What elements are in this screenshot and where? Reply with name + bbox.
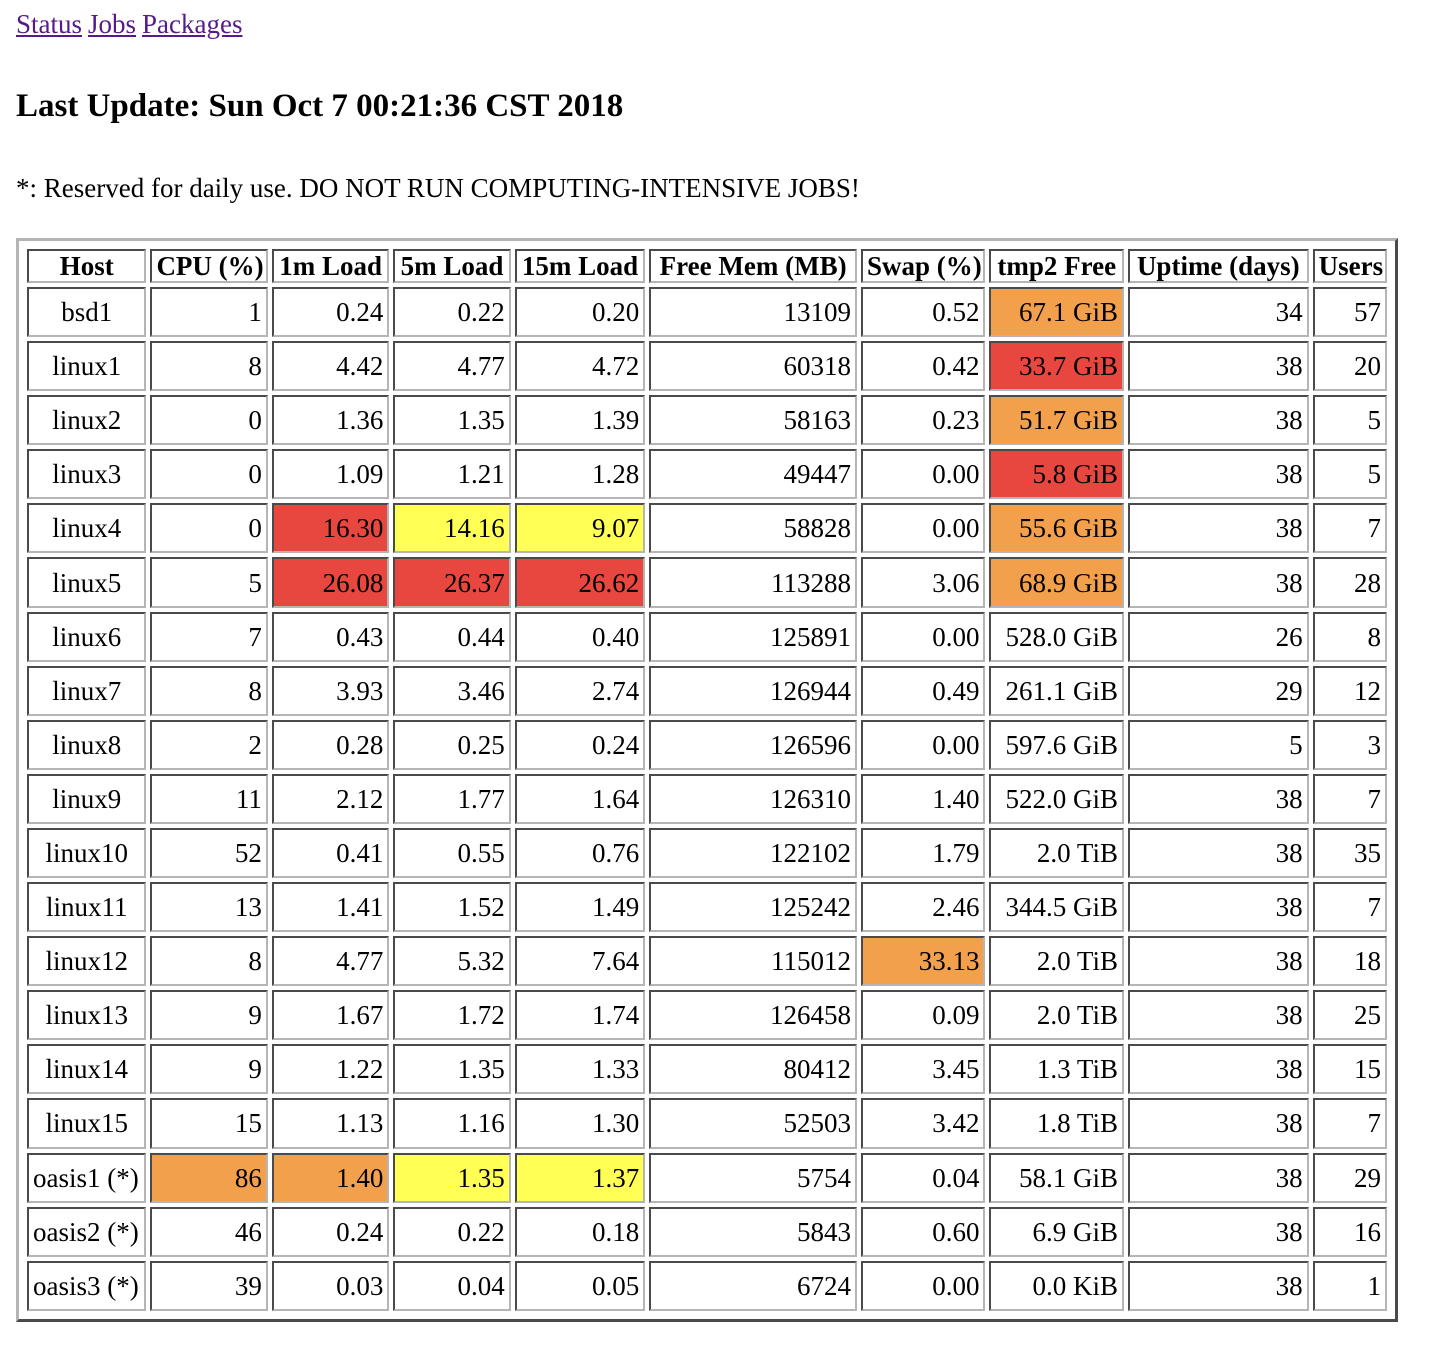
cell-cpu: 9 <box>150 990 267 1040</box>
cell-free-mem: 113288 <box>649 557 857 607</box>
cell-host: linux14 <box>27 1044 146 1094</box>
cell-load-15m: 7.64 <box>515 936 645 986</box>
cell-uptime: 38 <box>1128 774 1309 824</box>
cell-users: 3 <box>1313 720 1387 770</box>
status-table-frame <box>16 238 1398 1322</box>
cell-uptime: 38 <box>1128 503 1309 553</box>
reserved-note: *: Reserved for daily use. DO NOT RUN COMPUTING-INTENSIVE JOBS! <box>16 173 860 203</box>
host-status-table <box>23 245 1391 1315</box>
cell-uptime: 5 <box>1128 720 1309 770</box>
table-row <box>27 449 1387 499</box>
table-row <box>27 287 1387 337</box>
nav-link-jobs[interactable]: Jobs <box>88 9 137 39</box>
cell-load-15m: 1.49 <box>515 882 645 932</box>
cell-users: 5 <box>1313 449 1387 499</box>
cell-users: 57 <box>1313 287 1387 337</box>
cell-host: linux12 <box>27 936 146 986</box>
cell-cpu: 39 <box>150 1261 267 1311</box>
cell-free-mem: 52503 <box>649 1098 857 1148</box>
column-header-users: Users <box>1313 249 1387 283</box>
cell-users: 7 <box>1313 774 1387 824</box>
cell-host: linux9 <box>27 774 146 824</box>
cell-load-1m: 1.41 <box>272 882 389 932</box>
table-row <box>27 666 1387 716</box>
cell-cpu: 9 <box>150 1044 267 1094</box>
cell-load-15m: 0.18 <box>515 1207 645 1257</box>
cell-cpu: 8 <box>150 666 267 716</box>
cell-host: linux11 <box>27 882 146 932</box>
cell-load-5m: 1.16 <box>393 1098 510 1148</box>
cell-uptime: 29 <box>1128 666 1309 716</box>
table-row <box>27 1153 1387 1203</box>
cell-load-15m: 1.39 <box>515 395 645 445</box>
cell-users: 16 <box>1313 1207 1387 1257</box>
cell-load-5m: 0.22 <box>393 287 510 337</box>
cell-load-15m: 1.64 <box>515 774 645 824</box>
cell-load-5m: 26.37 <box>393 557 510 607</box>
cell-tmp2-free: 1.3 TiB <box>989 1044 1124 1094</box>
cell-free-mem: 60318 <box>649 341 857 391</box>
cell-load-5m: 1.52 <box>393 882 510 932</box>
cell-load-15m: 1.33 <box>515 1044 645 1094</box>
cell-free-mem: 126944 <box>649 666 857 716</box>
cell-load-15m: 0.24 <box>515 720 645 770</box>
cell-users: 28 <box>1313 557 1387 607</box>
cell-cpu: 11 <box>150 774 267 824</box>
cell-load-1m: 1.36 <box>272 395 389 445</box>
cell-users: 20 <box>1313 341 1387 391</box>
cell-swap: 33.13 <box>861 936 985 986</box>
cell-free-mem: 58163 <box>649 395 857 445</box>
cell-free-mem: 122102 <box>649 828 857 878</box>
cell-tmp2-free: 67.1 GiB <box>989 287 1124 337</box>
nav-link-packages[interactable]: Packages <box>142 9 243 39</box>
cell-load-15m: 1.30 <box>515 1098 645 1148</box>
cell-cpu: 15 <box>150 1098 267 1148</box>
cell-swap: 2.46 <box>861 882 985 932</box>
cell-load-15m: 0.76 <box>515 828 645 878</box>
cell-load-5m: 0.25 <box>393 720 510 770</box>
cell-host: linux5 <box>27 557 146 607</box>
cell-host: linux2 <box>27 395 146 445</box>
cell-load-5m: 1.35 <box>393 395 510 445</box>
table-row <box>27 936 1387 986</box>
table-row <box>27 720 1387 770</box>
cell-swap: 0.23 <box>861 395 985 445</box>
cell-swap: 3.45 <box>861 1044 985 1094</box>
cell-load-15m: 9.07 <box>515 503 645 553</box>
table-row <box>27 828 1387 878</box>
cell-load-5m: 0.55 <box>393 828 510 878</box>
cell-cpu: 46 <box>150 1207 267 1257</box>
cell-swap: 0.04 <box>861 1153 985 1203</box>
table-row <box>27 774 1387 824</box>
cell-swap: 0.42 <box>861 341 985 391</box>
cell-cpu: 0 <box>150 503 267 553</box>
last-update-heading: Last Update: Sun Oct 7 00:21:36 CST 2018 <box>16 88 624 124</box>
cell-host: bsd1 <box>27 287 146 337</box>
column-header-tmp2-free: tmp2 Free <box>989 249 1124 283</box>
cell-load-1m: 1.13 <box>272 1098 389 1148</box>
column-header-host: Host <box>27 249 146 283</box>
table-row <box>27 395 1387 445</box>
cell-tmp2-free: 1.8 TiB <box>989 1098 1124 1148</box>
cell-cpu: 8 <box>150 936 267 986</box>
cell-load-1m: 0.43 <box>272 612 389 662</box>
table-row <box>27 1261 1387 1311</box>
cell-host: linux15 <box>27 1098 146 1148</box>
cell-cpu: 8 <box>150 341 267 391</box>
cell-users: 12 <box>1313 666 1387 716</box>
cell-free-mem: 58828 <box>649 503 857 553</box>
cell-host: linux4 <box>27 503 146 553</box>
cell-host: oasis2 (*) <box>27 1207 146 1257</box>
column-header-swap: Swap (%) <box>861 249 985 283</box>
table-header-row <box>27 249 1387 283</box>
cell-host: linux1 <box>27 341 146 391</box>
table-row <box>27 1044 1387 1094</box>
cell-load-15m: 2.74 <box>515 666 645 716</box>
cell-load-1m: 1.67 <box>272 990 389 1040</box>
table-row <box>27 1098 1387 1148</box>
cell-tmp2-free: 6.9 GiB <box>989 1207 1124 1257</box>
cell-load-5m: 3.46 <box>393 666 510 716</box>
cell-load-15m: 1.28 <box>515 449 645 499</box>
cell-cpu: 0 <box>150 449 267 499</box>
cell-load-5m: 1.72 <box>393 990 510 1040</box>
cell-load-5m: 1.21 <box>393 449 510 499</box>
cell-uptime: 38 <box>1128 882 1309 932</box>
cell-uptime: 38 <box>1128 936 1309 986</box>
cell-swap: 0.00 <box>861 449 985 499</box>
cell-uptime: 26 <box>1128 612 1309 662</box>
cell-uptime: 38 <box>1128 1044 1309 1094</box>
cell-host: oasis1 (*) <box>27 1153 146 1203</box>
cell-load-1m: 0.24 <box>272 287 389 337</box>
cell-load-1m: 0.41 <box>272 828 389 878</box>
cell-uptime: 38 <box>1128 395 1309 445</box>
cell-tmp2-free: 2.0 TiB <box>989 828 1124 878</box>
cell-free-mem: 5843 <box>649 1207 857 1257</box>
cell-host: linux7 <box>27 666 146 716</box>
cell-tmp2-free: 58.1 GiB <box>989 1153 1124 1203</box>
cell-uptime: 38 <box>1128 341 1309 391</box>
cell-uptime: 38 <box>1128 557 1309 607</box>
cell-uptime: 34 <box>1128 287 1309 337</box>
cell-load-15m: 1.74 <box>515 990 645 1040</box>
cell-load-5m: 5.32 <box>393 936 510 986</box>
cell-cpu: 13 <box>150 882 267 932</box>
cell-load-1m: 0.03 <box>272 1261 389 1311</box>
cell-load-5m: 1.77 <box>393 774 510 824</box>
cell-tmp2-free: 522.0 GiB <box>989 774 1124 824</box>
cell-uptime: 38 <box>1128 990 1309 1040</box>
cell-tmp2-free: 261.1 GiB <box>989 666 1124 716</box>
cell-load-1m: 16.30 <box>272 503 389 553</box>
cell-load-5m: 0.22 <box>393 1207 510 1257</box>
table-row <box>27 503 1387 553</box>
table-row <box>27 990 1387 1040</box>
cell-tmp2-free: 33.7 GiB <box>989 341 1124 391</box>
cell-cpu: 0 <box>150 395 267 445</box>
cell-load-5m: 0.04 <box>393 1261 510 1311</box>
cell-load-1m: 1.22 <box>272 1044 389 1094</box>
column-header-load-5m: 5m Load <box>393 249 510 283</box>
column-header-load-15m: 15m Load <box>515 249 645 283</box>
cell-users: 7 <box>1313 1098 1387 1148</box>
cell-load-5m: 4.77 <box>393 341 510 391</box>
cell-tmp2-free: 0.0 KiB <box>989 1261 1124 1311</box>
cell-load-5m: 0.44 <box>393 612 510 662</box>
cell-load-1m: 4.77 <box>272 936 389 986</box>
cell-uptime: 38 <box>1128 1261 1309 1311</box>
cell-swap: 0.49 <box>861 666 985 716</box>
cell-tmp2-free: 5.8 GiB <box>989 449 1124 499</box>
cell-host: linux10 <box>27 828 146 878</box>
cell-free-mem: 49447 <box>649 449 857 499</box>
cell-swap: 0.00 <box>861 1261 985 1311</box>
cell-uptime: 38 <box>1128 1098 1309 1148</box>
cell-uptime: 38 <box>1128 1207 1309 1257</box>
cell-swap: 0.00 <box>861 503 985 553</box>
cell-free-mem: 125891 <box>649 612 857 662</box>
cell-free-mem: 5754 <box>649 1153 857 1203</box>
cell-load-1m: 4.42 <box>272 341 389 391</box>
cell-tmp2-free: 51.7 GiB <box>989 395 1124 445</box>
table-row <box>27 612 1387 662</box>
cell-swap: 3.42 <box>861 1098 985 1148</box>
cell-load-5m: 14.16 <box>393 503 510 553</box>
cell-users: 35 <box>1313 828 1387 878</box>
cell-users: 8 <box>1313 612 1387 662</box>
cell-load-1m: 1.40 <box>272 1153 389 1203</box>
cell-users: 7 <box>1313 503 1387 553</box>
table-row <box>27 882 1387 932</box>
cell-cpu: 52 <box>150 828 267 878</box>
cell-swap: 1.40 <box>861 774 985 824</box>
cell-free-mem: 126458 <box>649 990 857 1040</box>
cell-load-1m: 0.28 <box>272 720 389 770</box>
cell-host: linux6 <box>27 612 146 662</box>
cell-swap: 3.06 <box>861 557 985 607</box>
cell-load-1m: 26.08 <box>272 557 389 607</box>
cell-users: 25 <box>1313 990 1387 1040</box>
table-row <box>27 1207 1387 1257</box>
cell-tmp2-free: 344.5 GiB <box>989 882 1124 932</box>
cell-load-15m: 0.05 <box>515 1261 645 1311</box>
cell-host: linux3 <box>27 449 146 499</box>
cell-cpu: 7 <box>150 612 267 662</box>
cell-load-1m: 0.24 <box>272 1207 389 1257</box>
cell-load-5m: 1.35 <box>393 1153 510 1203</box>
table-row <box>27 341 1387 391</box>
cell-free-mem: 13109 <box>649 287 857 337</box>
cell-free-mem: 115012 <box>649 936 857 986</box>
cell-load-15m: 1.37 <box>515 1153 645 1203</box>
cell-users: 7 <box>1313 882 1387 932</box>
cell-swap: 0.00 <box>861 720 985 770</box>
cell-users: 18 <box>1313 936 1387 986</box>
cell-cpu: 86 <box>150 1153 267 1203</box>
cell-load-1m: 1.09 <box>272 449 389 499</box>
cell-free-mem: 125242 <box>649 882 857 932</box>
column-header-uptime: Uptime (days) <box>1128 249 1309 283</box>
top-nav <box>16 6 249 42</box>
cell-uptime: 38 <box>1128 449 1309 499</box>
cell-swap: 0.52 <box>861 287 985 337</box>
cell-users: 5 <box>1313 395 1387 445</box>
cell-load-15m: 0.40 <box>515 612 645 662</box>
cell-host: oasis3 (*) <box>27 1261 146 1311</box>
cell-tmp2-free: 68.9 GiB <box>989 557 1124 607</box>
cell-load-1m: 2.12 <box>272 774 389 824</box>
cell-host: linux13 <box>27 990 146 1040</box>
cell-free-mem: 126596 <box>649 720 857 770</box>
cell-users: 1 <box>1313 1261 1387 1311</box>
cell-free-mem: 126310 <box>649 774 857 824</box>
cell-tmp2-free: 597.6 GiB <box>989 720 1124 770</box>
cell-uptime: 38 <box>1128 1153 1309 1203</box>
table-body <box>27 287 1387 1311</box>
cell-tmp2-free: 2.0 TiB <box>989 990 1124 1040</box>
cell-users: 29 <box>1313 1153 1387 1203</box>
column-header-free-mem: Free Mem (MB) <box>649 249 857 283</box>
cell-load-1m: 3.93 <box>272 666 389 716</box>
cell-cpu: 5 <box>150 557 267 607</box>
cell-free-mem: 80412 <box>649 1044 857 1094</box>
cell-cpu: 1 <box>150 287 267 337</box>
cell-swap: 0.09 <box>861 990 985 1040</box>
cell-load-15m: 26.62 <box>515 557 645 607</box>
column-header-load-1m: 1m Load <box>272 249 389 283</box>
cell-swap: 1.79 <box>861 828 985 878</box>
nav-link-status[interactable]: Status <box>16 9 83 39</box>
cell-cpu: 2 <box>150 720 267 770</box>
cell-load-5m: 1.35 <box>393 1044 510 1094</box>
cell-uptime: 38 <box>1128 828 1309 878</box>
cell-host: linux8 <box>27 720 146 770</box>
column-header-cpu: CPU (%) <box>150 249 267 283</box>
cell-swap: 0.60 <box>861 1207 985 1257</box>
table-row <box>27 557 1387 607</box>
cell-swap: 0.00 <box>861 612 985 662</box>
cell-users: 15 <box>1313 1044 1387 1094</box>
cell-tmp2-free: 55.6 GiB <box>989 503 1124 553</box>
cell-free-mem: 6724 <box>649 1261 857 1311</box>
cell-load-15m: 4.72 <box>515 341 645 391</box>
cell-load-15m: 0.20 <box>515 287 645 337</box>
cell-tmp2-free: 2.0 TiB <box>989 936 1124 986</box>
cell-tmp2-free: 528.0 GiB <box>989 612 1124 662</box>
